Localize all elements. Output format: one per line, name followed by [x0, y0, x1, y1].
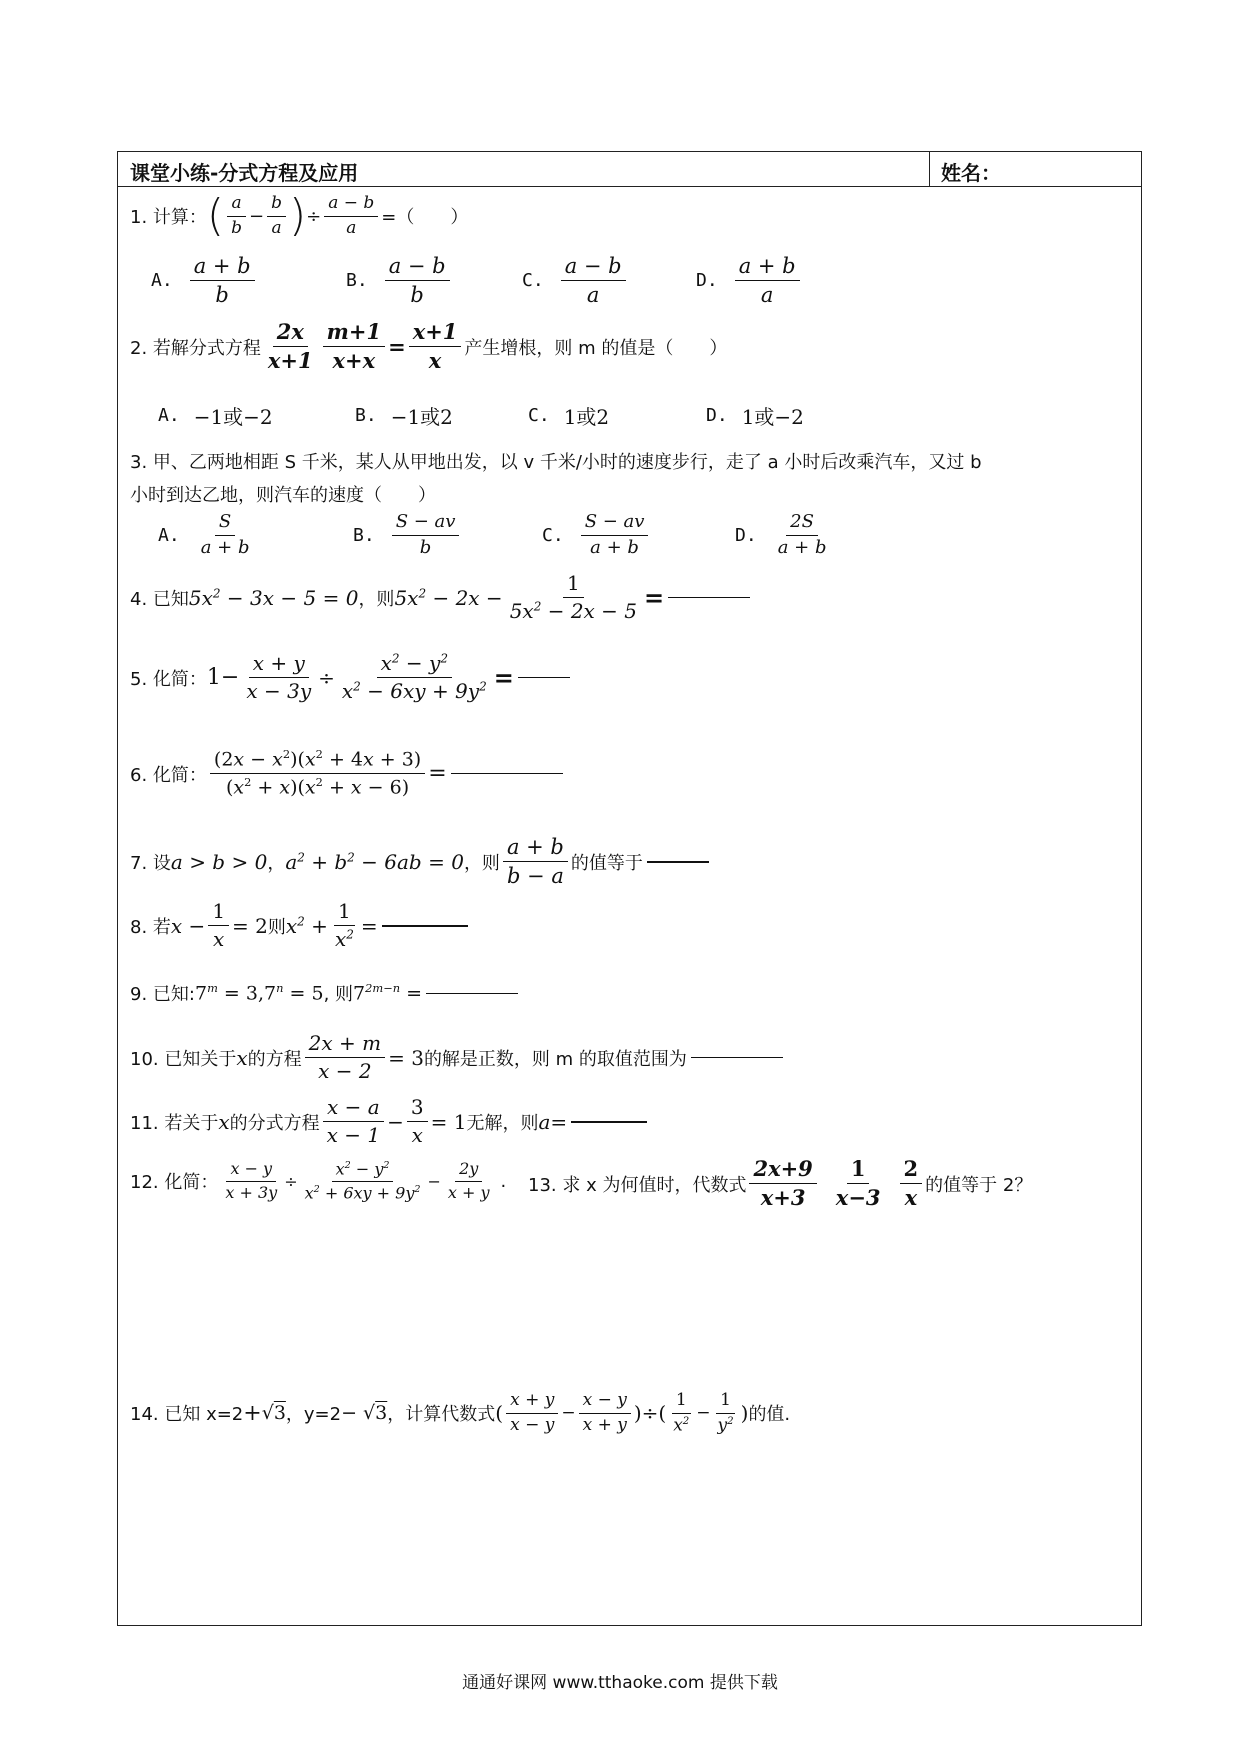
question-2: 2. 若解分式方程 $\frac{2x}{x+1}$ $\frac{m+1}{x+x}$ = $\frac{x+1}{x}$ 产生增根，则 m 的值是（ ）	[130, 319, 728, 374]
question-7: 7. 设 a > b > 0 ， $a^2 + b^2 - 6ab = 0$ ，则 $\frac{a + b}{b - a}$ 的值等于	[130, 835, 709, 888]
question-14: 14. 已知 x=2 + √3 ，y=2 − √3 ，计算代数式 ( $\frac{x + y}{x - y}$ − $\frac{x - y}{x + y}$ )÷( $\frac{1}{x^2}$ − $\frac{1}{y^2}$ ) 的值.	[130, 1390, 791, 1436]
q8-answer-blank[interactable]	[382, 925, 468, 927]
header-divider	[929, 152, 930, 186]
q2-frac-2: $\frac{m+1}{x+x}$	[323, 320, 385, 373]
q1-frac-b-a: $\frac{b}{a}$	[267, 194, 286, 238]
q1-label: 1. 计算：	[130, 207, 207, 229]
page-title: 课堂小练-分式方程及应用	[130, 161, 359, 185]
q5-answer-blank[interactable]	[518, 677, 570, 678]
q2-label: 2. 若解分式方程	[130, 337, 261, 359]
q2-option-a: A. −1或−2	[158, 405, 273, 429]
q2-tail: 产生增根，则 m 的值是（ ）	[464, 337, 728, 359]
question-4: 4. 已知 $5x^2 - 3x - 5 = 0$ ，则 $5x^2 - 2x$ − $\frac{1}{5x^2 - 2x - 5}$ =	[130, 572, 750, 623]
q3-option-a: A. $\frac{S}{a + b}$	[158, 511, 250, 558]
q3-option-c: C. $\frac{S - av}{a + b}$	[542, 512, 651, 558]
worksheet-header	[118, 152, 1141, 187]
footer-credit: 通通好课网 www.tthaoke.com 提供下载	[462, 1673, 778, 1693]
question-12: 12. 化简： $\frac{x - y}{x + 3y}$ ÷ $\frac{x^2 - y^2}{x^2 + 6xy + 9y^2}$ − $\frac{2y}{x + y}$ .	[130, 1159, 507, 1203]
q1-option-b: B. $\frac{a - b}{b}$	[346, 254, 453, 307]
question-11: 11. 若关于 x 的分式方程 $\frac{x - a}{x - 1}$ − $\frac{3}{x}$ = 1 无解，则 a =	[130, 1096, 647, 1147]
q3-option-b: B. $\frac{S - av}{b}$	[353, 512, 462, 558]
q9-answer-blank[interactable]	[426, 993, 518, 994]
q1-frac-divisor: $\frac{a - b}{a}$	[324, 194, 378, 238]
question-8: 8. 若 x − $\frac{1}{x}$ = 2 则 $x^2$ + $\frac{1}{x^2}$ =	[130, 900, 468, 951]
q2-option-c: C. 1或2	[528, 405, 610, 429]
q1-tail: =（ ）	[381, 207, 469, 229]
question-1: 1. 计算： ( $\frac{a}{b}$ − $\frac{b}{a}$ ) ÷ $\frac{a - b}{a}$ =（ ）	[130, 190, 469, 242]
worksheet-frame	[117, 151, 1142, 1626]
question-6: 6. 化简： $\frac{(2x - x^2)(x^2 + 4x + 3)}{(x^2 + x)(x^2 + x - 6)}$ =	[130, 748, 563, 799]
q6-answer-blank[interactable]	[451, 773, 563, 774]
question-13: 13. 求 x 为何值时，代数式 $\frac{2x+9}{x+3}$ $\frac{1}{x-3}$ $\frac{2}{x}$ 的值等于 2？	[528, 1156, 1033, 1211]
question-10: 10. 已知关于 x 的方程 $\frac{2x + m}{x - 2}$ = 3 的解是正数，则 m 的取值范围为	[130, 1032, 783, 1083]
question-5: 5. 化简： 1− $\frac{x + y}{x - 3y}$ ÷ $\frac{x^2 - y^2}{x^2 - 6xy + 9y^2}$ =	[130, 652, 570, 703]
q10-answer-blank[interactable]	[691, 1057, 783, 1058]
question-9: 9. 已知: $7^m = 3,7^n = 5$ , 则 $7^{2m-n}$ =	[130, 980, 518, 1006]
name-label: 姓名：	[941, 161, 1001, 185]
q1-option-d: D. $\frac{a + b}{a}$	[696, 254, 803, 307]
q3-line-1: 3. 甲、乙两地相距 S 千米，某人从甲地出发，以 v 千米/小时的速度步行，走了 a 小时后改乘汽车，又过 b	[130, 452, 982, 473]
q7-answer-blank[interactable]	[647, 861, 709, 863]
q2-frac-3: $\frac{x+1}{x}$	[409, 320, 462, 373]
q3-line-2: 小时到达乙地，则汽车的速度（ ）	[130, 485, 436, 506]
q1-frac-a-b: $\frac{a}{b}$	[227, 194, 246, 238]
q4-answer-blank[interactable]	[668, 597, 750, 598]
q2-option-d: D. 1或−2	[706, 405, 804, 429]
q1-option-a: A. $\frac{a + b}{b}$	[151, 254, 258, 307]
q1-option-c: C. $\frac{a - b}{a}$	[522, 254, 629, 307]
q2-frac-1: $\frac{2x}{x+1}$	[267, 319, 313, 374]
q2-option-b: B. −1或2	[355, 405, 453, 429]
q11-answer-blank[interactable]	[571, 1121, 647, 1123]
q3-option-d: D. $\frac{2S}{a + b}$	[735, 511, 827, 558]
